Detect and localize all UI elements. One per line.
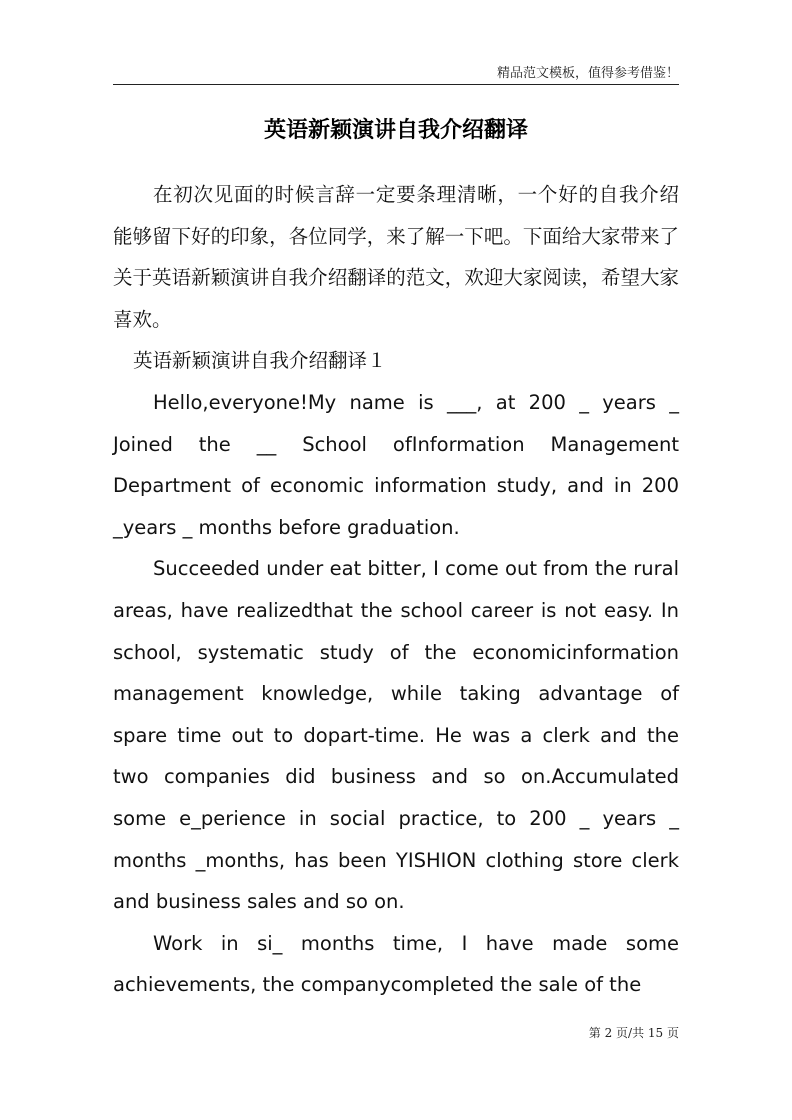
body-paragraph: Succeeded under eat bitter, I come out from the rural areas, have realizedthat the school career is not easy. In school, systematic study of the economicinformation management knowledge, while taking advantage of spare time out to dopart-time. He was a clerk and the two companies did business and so on.Accumulated some e_perience in social practice, to 200 _ years _ months _months, has been YISHION clothing store clerk and business sales and so on. xyxy=(113,557,679,914)
document-title: 英语新颖演讲自我介绍翻译 xyxy=(263,118,528,143)
document-body xyxy=(113,174,679,1006)
body-paragraph: Work in si_ months time, I have made some achievements, the companycompleted the sale of the xyxy=(113,931,679,997)
intro-paragraph: 在初次见面的时候言辞一定要条理清晰，一个好的自我介绍能够留下好的印象，各位同学，来了解一下吧。下面给大家带来了关于英语新颖演讲自我介绍翻译的范文，欢迎大家阅读，希望大家喜欢。 xyxy=(113,183,679,331)
header-text: 精品范文模板，值得参考借鉴！ xyxy=(496,66,679,81)
body-paragraph: Hello,everyone!My name is ___, at 200 _ years _ Joined the __ School ofInformation Management Department of economic information study, and in 200 _years _ months before graduation. xyxy=(113,390,679,539)
page-header xyxy=(113,60,679,85)
page-number: 第 2 页/共 15 页 xyxy=(588,1026,679,1040)
section-heading: 英语新颖演讲自我介绍翻译１ xyxy=(133,349,387,373)
